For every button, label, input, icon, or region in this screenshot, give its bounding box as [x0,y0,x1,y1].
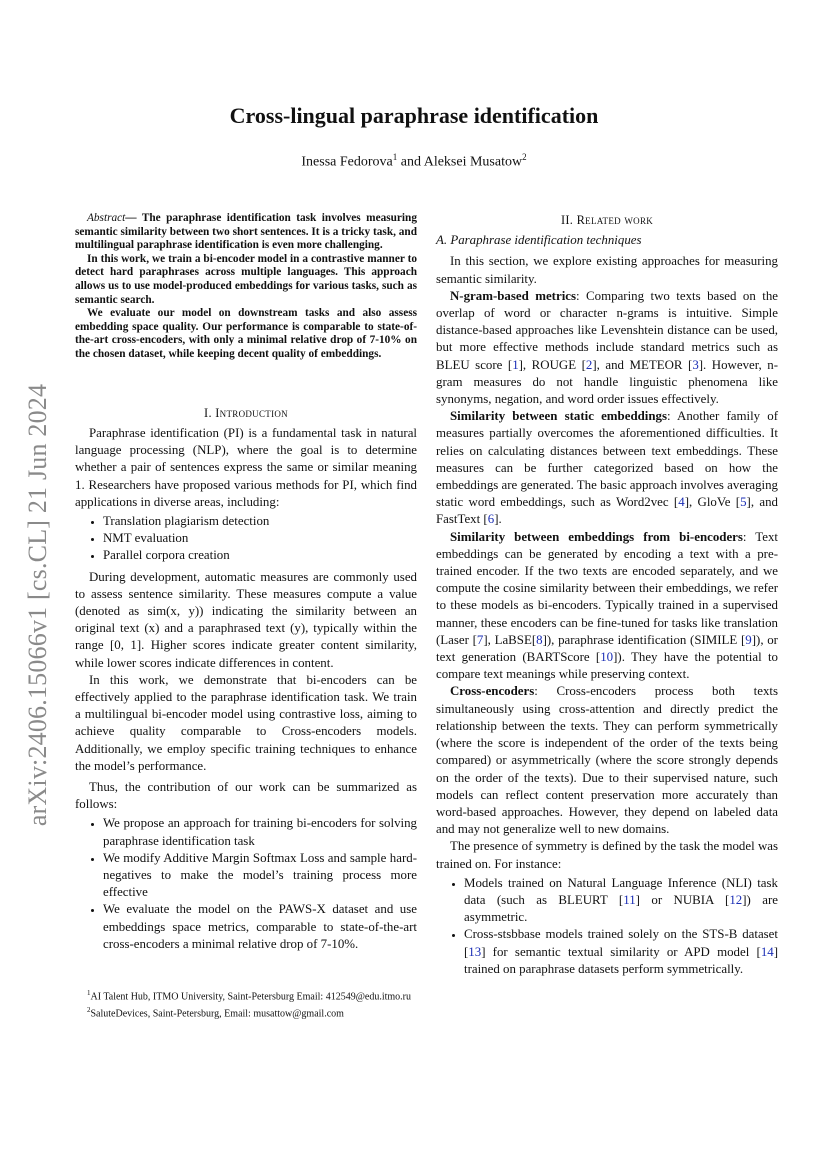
citation-link[interactable]: 3 [692,357,699,372]
citation-link[interactable]: 13 [468,944,482,959]
citation-link[interactable]: 9 [745,632,752,647]
footnote-2-marker: 2 [87,1005,91,1014]
intro-heading-wrap [75,405,417,422]
footnote-2-text: SaluteDevices, Saint-Petersburg, Email: musattow@gmail.com [90,1007,344,1019]
paper-title: Cross-lingual paraphrase identification [229,103,599,128]
author-2-affil: 2 [522,152,527,162]
li-text: Cross-stsbbase models trained solely on the STS-B dataset [ [464,927,778,959]
section-heading-related-work [436,212,778,229]
abstract-paragraph-1 [75,212,417,253]
list-item: • We evaluate the model on the PAWS-X dataset and use embeddings space metrics, comparable to state-of-the-art cross-encoders a minimal relative drop of 7-10%. [103,901,417,953]
footnote-1-text: AI Talent Hub, ITMO University, Saint-Petersburg Email: 412549@edu.itmo.ru [90,991,412,1003]
li-text: Models trained on Natural Language Inference (NLI) task data (such as BLEURT [ [464,875,778,907]
citation-link[interactable]: 10 [600,650,614,665]
section-title: Introduction [215,406,288,420]
li-text: ] or NUBIA [ [635,892,730,907]
symmetry-paragraph: The presence of symmetry is defined by the task the model was trained on. For instance: [436,839,778,871]
footnote-1 [75,987,417,1004]
ngram-heading: N-gram-based metrics [450,288,577,303]
author-conjunction: and [397,154,424,170]
citation-link[interactable]: 8 [536,632,543,647]
ngram-text: ]. However, n-gram measures do not handle linguistic phenomena like synonyms, negation, and word order issues effectively. [436,357,779,407]
li-text: ] trained on paraphrase datasets perform symmetrically. [464,944,778,976]
citation-link[interactable]: 11 [623,892,636,907]
li-text: ] for semantic textual similarity or APD model [ [481,944,761,959]
section-title: Related work [576,213,654,227]
citation-link[interactable]: 6 [487,512,495,527]
author-2: Aleksei Musatow [423,154,523,170]
bienc-text: ]). They have the potential to compare text meanings while preserving context. [436,650,778,682]
subsection-heading: A. Paraphrase identification techniques [436,233,642,248]
author-line [0,152,828,171]
bienc-text: : Text embeddings can be generated by encoding a text with a pre-trained encoder. If the two texts are encoded separately, and we compute the cosine similarity between their embeddings, we refer to these models as bi-encoders. Typically trained in a supervised manner, these encoders can be fine-tuned for tasks like translation (Laser [ [436,529,778,647]
footnotes [75,987,417,1020]
abstract-paragraph-3: We evaluate our model on downstream tasks and also assess embedding space quality. Our performance is comparable to state-of-the-art cross-encoders, with only a minimal relative drop of 7-10% on the chosen dataset, while keeping decent quality of embeddings. [75,307,417,360]
introduction-body [75,425,417,953]
citation-link[interactable]: 12 [729,892,743,907]
ngram-text: ], and METEOR [ [592,357,693,372]
citation-link[interactable]: 14 [760,944,774,959]
symmetry-list [436,875,778,978]
author-1-affil: 1 [392,152,398,162]
static-embeddings-paragraph [436,408,778,528]
cross-encoder-heading: Cross-encoders [450,684,535,699]
list-item: • NMT evaluation [103,530,417,547]
ngram-text: ], ROUGE [ [518,357,586,372]
abstract-block [75,212,417,362]
citation-link[interactable]: 2 [585,357,593,372]
citation-link[interactable]: 1 [512,357,519,372]
intro-paragraph-3: In this work, we demonstrate that bi-encoders can be effectively applied to the paraphrase identification task. We train a multilingual bi-encoder model using contrastive loss, aiming to achieve quality comparable to Cross-encoders models. Additionally, we employ specific training techniques to enhance the model’s performance. [75,672,417,773]
bienc-text: ]), paraphrase identification (SIMILE [ [542,632,746,647]
list-item [464,875,778,927]
li-text: ]) are asymmetric. [464,892,778,925]
author-1: Inessa Fedorova [301,154,393,170]
contribution-list [75,815,417,953]
abstract-paragraph-2: In this work, we train a bi-encoder model in a contrastive manner to detect hard paraphrases across multiple languages. This approach allows us to use model-produced embeddings for various tasks, such as semantic search. [75,252,417,306]
static-text: ]. [494,512,502,527]
cross-text: : Cross-encoders process both texts simultaneously using cross-attention and directly predict the relationship between the texts. They can perform symmetrically (where the score is independent of the order of the texts being compared) or asymmetrically (where the score strongly depends on the order of the texts). Due to their supervised nature, such models can reflect content preservation more accurately than word-based approaches. However, they depend on labeled data and may not generalize well to new domains. [436,684,778,837]
related-paragraph-intro: In this section, we explore existing approaches for measuring semantic similarity. [436,254,778,286]
section-heading-introduction [75,405,417,422]
ngram-paragraph [436,288,778,408]
bi-encoder-heading: Similarity between embeddings from bi-encoders [450,529,743,544]
arxiv-identifier-text: arXiv:2406.15066v1 [cs.CL] 21 Jun 2024 [23,383,52,827]
related-work-section [436,212,778,978]
intro-paragraph-2: During development, automatic measures are commonly used to assess sentence similarity. These measures compute a value (denoted as sim(x, y)) indicating the similarity between an original text (x) and a paraphrased text (y), typically within the range [0, 1]. Higher scores indicate greater content similarity, while lower scores indicate differences in content. [75,569,417,670]
footnote-1-marker: 1 [87,989,91,997]
citation-link[interactable]: 5 [740,495,747,510]
bi-encoder-paragraph [436,529,778,684]
list-item: • We modify Additive Margin Softmax Loss and sample hard-negatives to make the model’s training process more effective [103,850,417,902]
citation-link[interactable]: 7 [476,632,484,647]
bienc-text: ]), or text generation (BARTScore [ [436,632,778,665]
intro-paragraph-1: Paraphrase identification (PI) is a fundamental task in natural language processing (NLP), where the goal is to determine whether a pair of sentences express the same or similar meaning 1. Researchers have proposed various methods for PI, which find applications in diverse areas, including: [75,426,417,509]
abstract-text-1: — The paraphrase identification task involves measuring semantic similarity between two short sentences. It is a tricky task, and multilingual paraphrase identification is even more challenging. [75,212,417,252]
footnote-2 [75,1004,417,1021]
list-item: • Translation plagiarism detection [103,513,417,530]
section-number: II. [560,213,574,227]
list-item: • We propose an approach for training bi-encoders for solving paraphrase identification task [103,815,417,849]
cross-encoder-paragraph [436,683,778,838]
static-text: : Another family of measures partially overcomes the aforementioned difficulties. It relies on calculating distances between text embeddings. These measures can be further categorized based on how the embeddings are generated. The basic approach involves averaging static word embeddings, such as Word2vec [ [436,409,778,510]
list-item: • Parallel corpora creation [103,547,417,564]
section-number: I. [204,406,212,420]
static-text: ], and FastText [ [436,495,778,527]
arxiv-identifier-stamp [23,365,53,845]
list-item [464,926,778,978]
static-embeddings-heading: Similarity between static embeddings [450,409,667,424]
ngram-text: : Comparing two texts based on the overlap of word or character n-grams is intuitive. Simple distance-based approaches like Levenshtein distance can be used, but more effective methods include standard metrics such as BLEU score [ [436,288,778,372]
static-text: ], GloVe [ [684,495,741,510]
application-list [75,513,417,565]
abstract-label: Abstract [87,212,126,224]
bienc-text: ], LaBSE[ [483,632,537,647]
citation-link[interactable]: 4 [678,495,685,510]
intro-paragraph-4: Thus, the contribution of our work can be summarized as follows: [75,780,417,812]
